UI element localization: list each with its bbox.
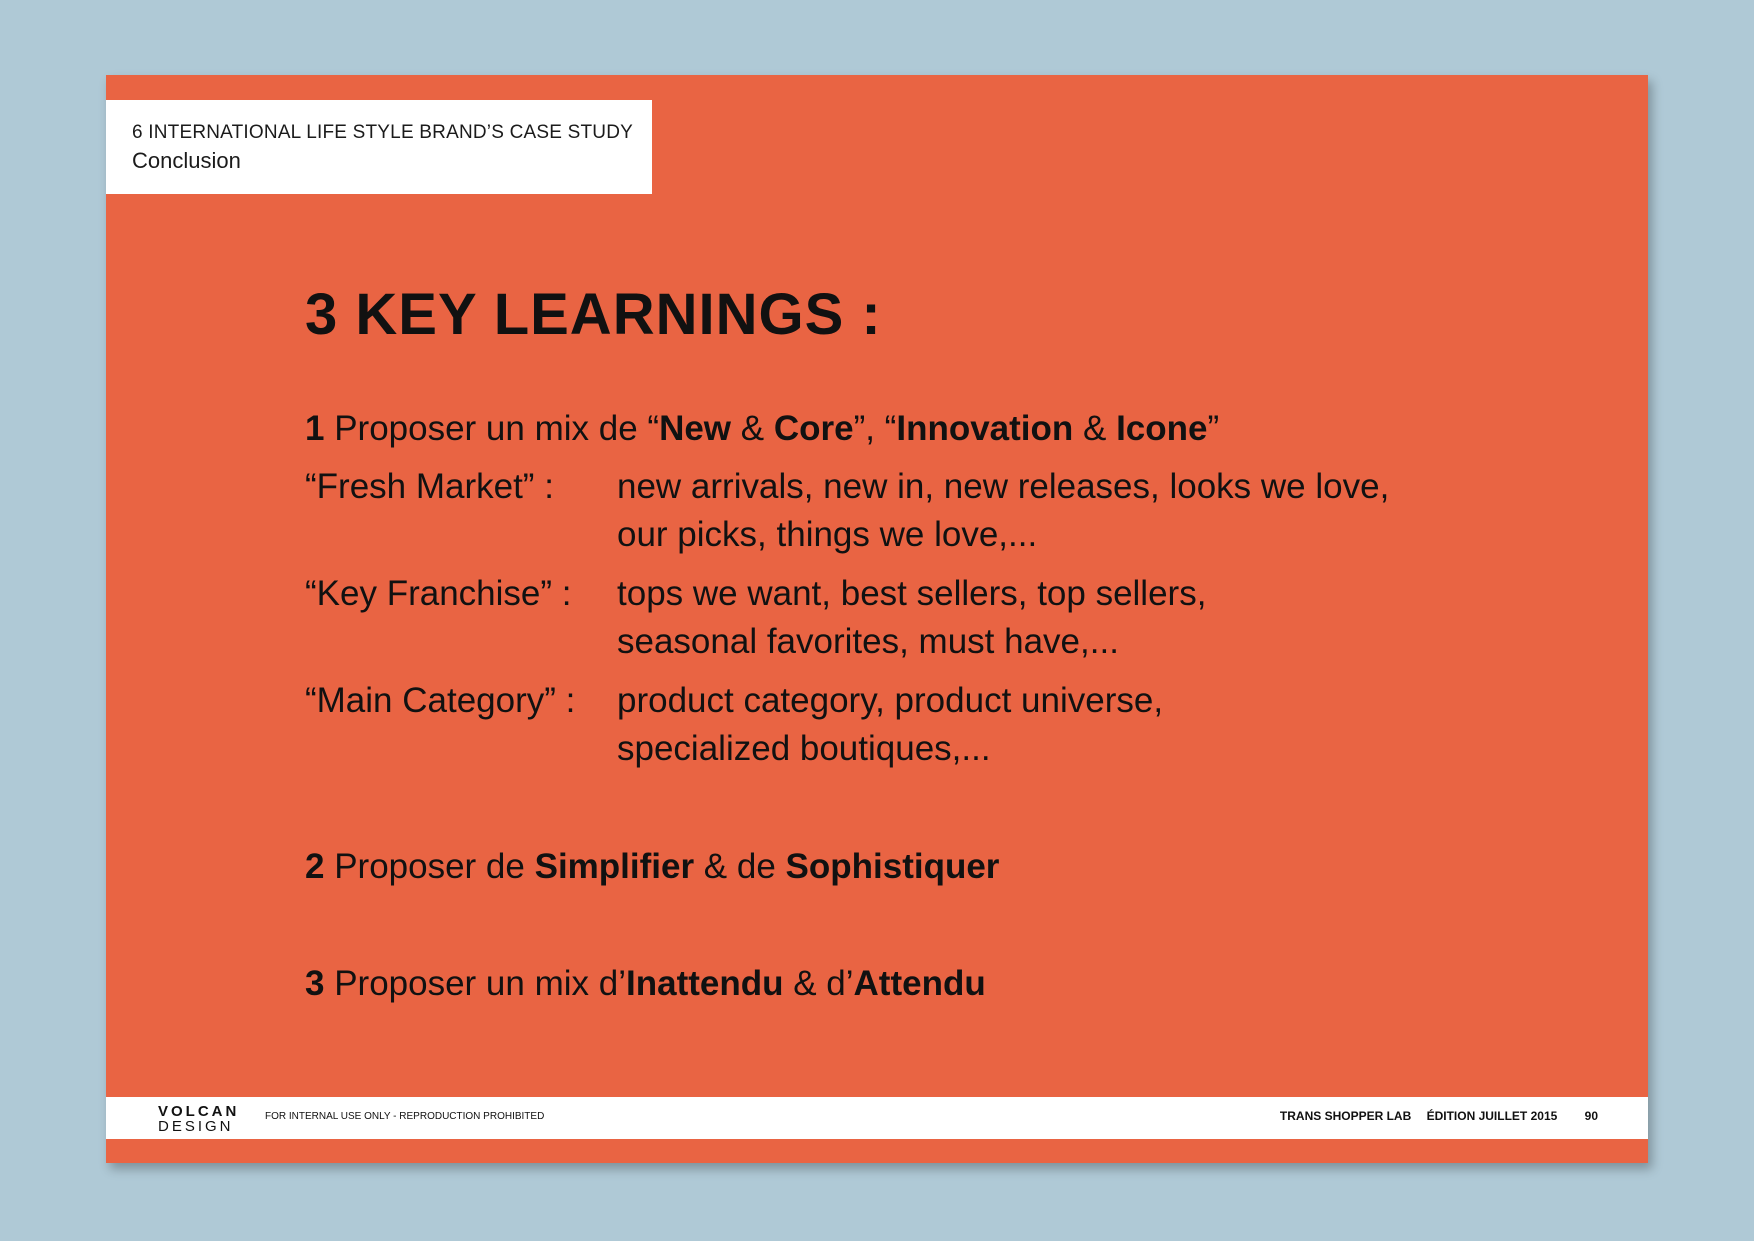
page-number: 90 xyxy=(1584,1109,1598,1123)
learning-keyword: Sophistiquer xyxy=(785,847,1000,886)
category-examples xyxy=(617,463,1389,559)
category-examples-line: new arrivals, new in, new releases, looks we love, xyxy=(617,467,1390,506)
category-examples-line: product category, product universe, xyxy=(617,681,1164,720)
category-examples xyxy=(617,677,1163,773)
learning-2 xyxy=(305,845,999,889)
category-examples-line: seasonal favorites, must have,... xyxy=(617,622,1119,661)
learning-keyword: Innovation xyxy=(896,409,1074,448)
learning-keyword: Icone xyxy=(1116,409,1208,448)
learning-text: & de xyxy=(694,847,786,886)
learning-keyword: Attendu xyxy=(853,964,986,1003)
category-label: “Fresh Market” : xyxy=(305,467,554,506)
category-examples xyxy=(617,570,1206,666)
internal-use-notice: FOR INTERNAL USE ONLY - REPRODUCTION PROHIBITED xyxy=(265,1111,545,1122)
edition-label: ÉDITION JUILLET 2015 xyxy=(1426,1109,1558,1123)
category-examples-line: specialized boutiques,... xyxy=(617,729,991,768)
learning-number: 1 xyxy=(305,409,325,448)
category-examples-line: our picks, things we love,... xyxy=(617,515,1038,554)
learning-keyword: New xyxy=(659,409,732,448)
learning-keyword: Core xyxy=(773,409,854,448)
footer xyxy=(106,1097,1648,1139)
learning-text: & d’ xyxy=(783,964,854,1003)
learning-text: Proposer un mix d’ xyxy=(324,964,626,1003)
learning-3 xyxy=(305,962,986,1006)
footer-meta xyxy=(1268,1109,1598,1123)
page-title: 3 KEY LEARNINGS : xyxy=(305,282,882,347)
learning-text: Proposer de xyxy=(324,847,535,886)
learning-text: Proposer un mix de “ xyxy=(324,409,660,448)
lab-name: TRANS SHOPPER LAB xyxy=(1279,1109,1412,1123)
series-title: 6 INTERNATIONAL LIFE STYLE BRAND’S CASE STUDY xyxy=(132,122,633,143)
category-label: “Key Franchise” : xyxy=(305,574,572,613)
learning-text: & xyxy=(1073,409,1117,448)
learning-1 xyxy=(305,407,1219,451)
header-box xyxy=(106,100,652,194)
learning-text: & xyxy=(731,409,774,448)
learning-text: ” xyxy=(1207,409,1220,448)
learning-number: 3 xyxy=(305,964,325,1003)
learning-keyword: Inattendu xyxy=(626,964,784,1003)
category-examples-line: tops we want, best sellers, top sellers, xyxy=(617,574,1207,613)
category-label: “Main Category” : xyxy=(305,681,576,720)
learning-number: 2 xyxy=(305,847,325,886)
logo-line: DESIGN xyxy=(158,1118,234,1135)
learning-text: ”, “ xyxy=(853,409,897,448)
learning-keyword: Simplifier xyxy=(534,847,695,886)
slide xyxy=(106,75,1648,1163)
volcan-design-logo xyxy=(158,1104,239,1134)
logo-line: VOLCAN xyxy=(158,1103,240,1120)
section-title: Conclusion xyxy=(132,148,241,173)
